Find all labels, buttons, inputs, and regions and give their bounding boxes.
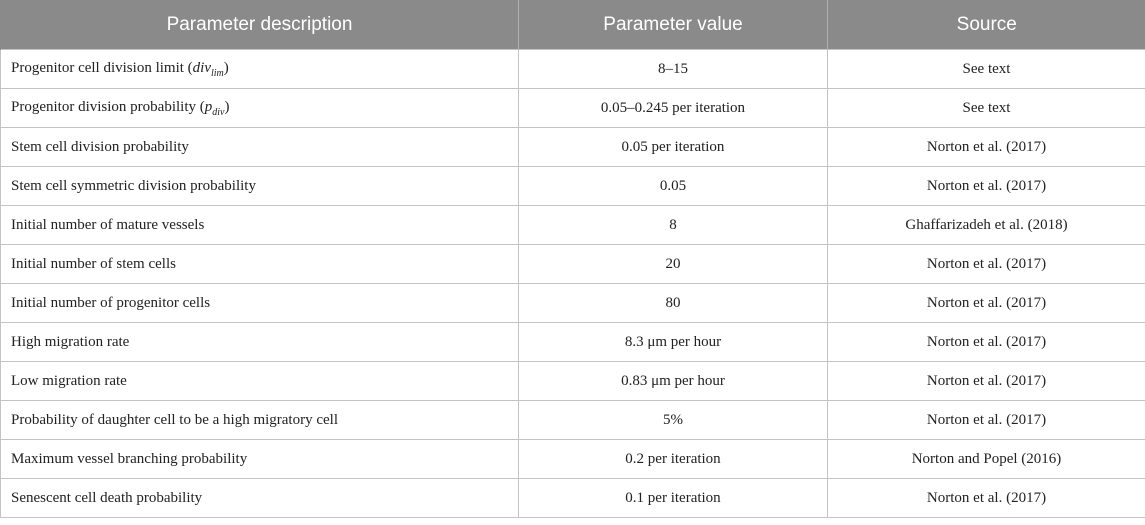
table-row	[1, 167, 1145, 206]
table-body	[1, 50, 1145, 518]
row-source: See text	[828, 89, 1145, 128]
row-description: Initial number of mature vessels	[1, 206, 519, 245]
row-description: Initial number of progenitor cells	[1, 284, 519, 323]
row-source: Norton et al. (2017)	[828, 245, 1145, 284]
row-description: Stem cell symmetric division probability	[1, 167, 519, 206]
row-description: Initial number of stem cells	[1, 245, 519, 284]
row-description: Senescent cell death probability	[1, 479, 519, 518]
row-value: 0.05	[519, 167, 828, 206]
math-variable: $p_{div}$	[204, 98, 225, 118]
table-row	[1, 401, 1145, 440]
row-source: Norton et al. (2017)	[828, 479, 1145, 518]
table-row	[1, 89, 1145, 128]
row-source: Norton et al. (2017)	[828, 323, 1145, 362]
row-description: Stem cell division probability	[1, 128, 519, 167]
row-value: 0.83 μm per hour	[519, 362, 828, 401]
row-source: Norton et al. (2017)	[828, 128, 1145, 167]
table-header	[1, 0, 1145, 50]
row-source: Norton et al. (2017)	[828, 362, 1145, 401]
row-value: 20	[519, 245, 828, 284]
row-value: 8.3 μm per hour	[519, 323, 828, 362]
row-source: See text	[828, 50, 1145, 89]
table-row	[1, 206, 1145, 245]
row-source: Ghaffarizadeh et al. (2018)	[828, 206, 1145, 245]
row-source: Norton et al. (2017)	[828, 401, 1145, 440]
row-description: Maximum vessel branching probability	[1, 440, 519, 479]
row-description: Progenitor division probability $(p_{div})$	[1, 89, 519, 128]
row-description: High migration rate	[1, 323, 519, 362]
math-variable: div$_{lim}$	[192, 59, 224, 79]
row-value: 0.1 per iteration	[519, 479, 828, 518]
row-source: Norton et al. (2017)	[828, 167, 1145, 206]
header-parameter-value: Parameter value	[519, 0, 828, 50]
row-value: 8	[519, 206, 828, 245]
row-description: Progenitor cell division limit (div$_{lim}$)	[1, 50, 519, 89]
row-source: Norton et al. (2017)	[828, 284, 1145, 323]
row-value: 0.05 per iteration	[519, 128, 828, 167]
table-row	[1, 479, 1145, 518]
table-row	[1, 362, 1145, 401]
row-value: 8–15	[519, 50, 828, 89]
row-description: Low migration rate	[1, 362, 519, 401]
table-row	[1, 245, 1145, 284]
row-source: Norton and Popel (2016)	[828, 440, 1145, 479]
table-row	[1, 128, 1145, 167]
table-row	[1, 440, 1145, 479]
header-row	[1, 0, 1145, 50]
row-value: 0.2 per iteration	[519, 440, 828, 479]
row-value: 80	[519, 284, 828, 323]
header-parameter-description: Parameter description	[1, 0, 519, 50]
row-value: 5%	[519, 401, 828, 440]
table-row	[1, 323, 1145, 362]
header-source: Source	[828, 0, 1145, 50]
row-description: Probability of daughter cell to be a high migratory cell	[1, 401, 519, 440]
table-row	[1, 50, 1145, 89]
table-row	[1, 284, 1145, 323]
row-value: 0.05–0.245 per iteration	[519, 89, 828, 128]
